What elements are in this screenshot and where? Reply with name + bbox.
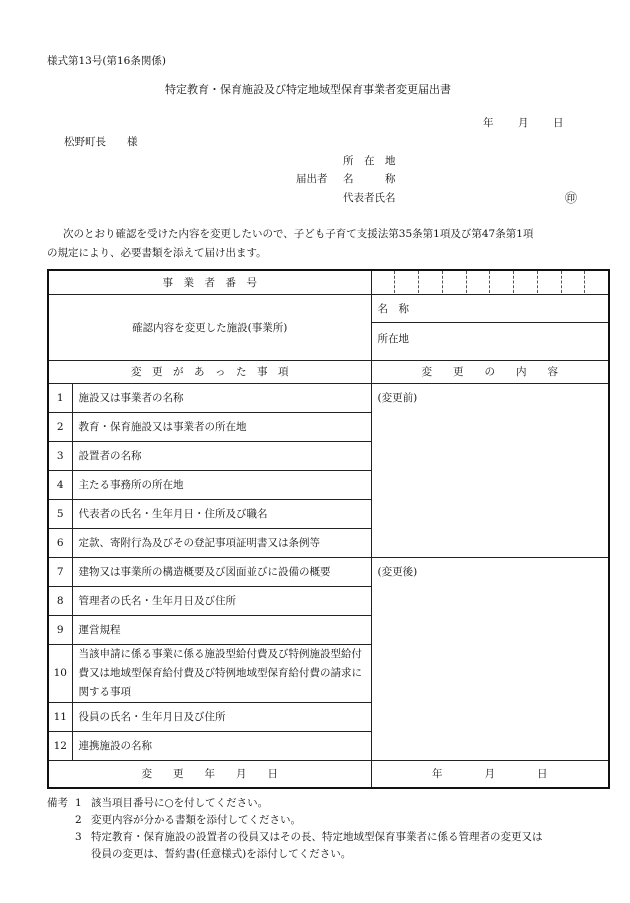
item-label: 代表者の氏名・生年月日・住所及び職名 <box>72 499 371 528</box>
business-number-label: 事 業 者 番 号 <box>48 270 371 294</box>
note-number <box>75 846 91 863</box>
change-form-table <box>47 269 610 789</box>
before-change-field[interactable] <box>371 383 609 557</box>
applicant-label: 届出者 <box>296 173 328 185</box>
facility-address-label: 所在地 <box>377 332 409 345</box>
change-date-label: 変 更 年 月 日 <box>48 760 371 788</box>
item-number[interactable]: 12 <box>48 731 72 760</box>
date-year: 年 <box>483 117 494 129</box>
before-label: (変更前) <box>377 391 418 404</box>
item-label: 施設又は事業者の名称 <box>72 383 371 412</box>
changed-items-header: 変 更 が あ っ た 事 項 <box>48 360 371 383</box>
note-item <box>47 795 543 812</box>
notes-section <box>47 795 543 863</box>
item-label: 設置者の名称 <box>72 441 371 470</box>
item-label: 管理者の氏名・生年月日及び住所 <box>72 586 371 615</box>
representative-label: 代表者氏名 <box>343 192 396 204</box>
note-item <box>47 846 543 863</box>
item-label: 運営規程 <box>72 615 371 644</box>
business-number-field[interactable] <box>371 270 609 294</box>
document-title: 特定教育・保育施設及び特定地域型保育事業者変更届出書 <box>165 83 451 96</box>
facility-name-label: 名 称 <box>377 302 409 315</box>
form-number: 様式第13号(第16条関係) <box>47 55 166 67</box>
note-number: 3 <box>75 831 82 843</box>
item-number[interactable]: 11 <box>48 702 72 731</box>
date-day: 日 <box>553 117 564 129</box>
after-change-field[interactable] <box>371 557 609 760</box>
item-label: 役員の氏名・生年月日及び住所 <box>72 702 371 731</box>
item-label: 連携施設の名称 <box>72 731 371 760</box>
date-month: 月 <box>518 117 529 129</box>
facility-address-field[interactable] <box>371 322 609 360</box>
table-row <box>48 557 609 586</box>
item-number[interactable]: 9 <box>48 615 72 644</box>
item-label: 主たる事務所の所在地 <box>72 470 371 499</box>
note-text: 該当項目番号に○を付してください。 <box>91 797 269 809</box>
name-label: 名 称 <box>343 173 396 185</box>
note-text: 特定教育・保育施設の設置者の役員又はその長、特定地域型保育事業者に係る管理者の変更又は <box>91 831 543 843</box>
address-label: 所 在 地 <box>343 155 396 167</box>
change-date-field[interactable]: 年 月 日 <box>371 760 609 788</box>
item-number[interactable]: 2 <box>48 412 72 441</box>
item-label: 教育・保育施設又は事業者の所在地 <box>72 412 371 441</box>
addressee: 松野町長 様 <box>64 136 138 148</box>
note-number: 1 <box>75 797 82 809</box>
item-number[interactable]: 8 <box>48 586 72 615</box>
item-label: 当該申請に係る事業に係る施設型給付費及び特例施設型給付費又は地域型保育給付費及び特例地域型保育給付費の請求に関する事項 <box>72 644 371 702</box>
item-label: 建物又は事業所の構造概要及び図面並びに設備の概要 <box>72 557 371 586</box>
note-text: 変更内容が分かる書類を添付してください。 <box>91 814 301 826</box>
notes-heading: 備考 <box>47 797 68 809</box>
intro-line-1: 次のとおり確認を受けた内容を変更したいので、子ども子育て支援法第35条第1項及び第47条第1項 <box>63 228 534 240</box>
note-text: 役員の変更は、誓約書(任意様式)を添付してください。 <box>91 848 352 860</box>
note-number: 2 <box>75 814 82 826</box>
seal-mark: ㊞ <box>565 191 578 205</box>
item-number[interactable]: 10 <box>48 644 72 702</box>
item-label: 定款、寄附行為及びその登記事項証明書又は条例等 <box>72 528 371 557</box>
facility-label: 確認内容を変更した施設(事業所) <box>48 294 371 360</box>
item-number[interactable]: 7 <box>48 557 72 586</box>
item-number[interactable]: 1 <box>48 383 72 412</box>
note-item <box>47 829 543 846</box>
item-number[interactable]: 4 <box>48 470 72 499</box>
note-item <box>47 812 543 829</box>
after-label: (変更後) <box>377 565 418 578</box>
table-row <box>48 383 609 412</box>
item-number[interactable]: 3 <box>48 441 72 470</box>
intro-line-2: の規定により、必要書類を添えて届け出ます。 <box>47 247 267 259</box>
item-number[interactable]: 6 <box>48 528 72 557</box>
facility-name-field[interactable] <box>371 294 609 322</box>
change-content-header: 変 更 の 内 容 <box>371 360 609 383</box>
item-number[interactable]: 5 <box>48 499 72 528</box>
